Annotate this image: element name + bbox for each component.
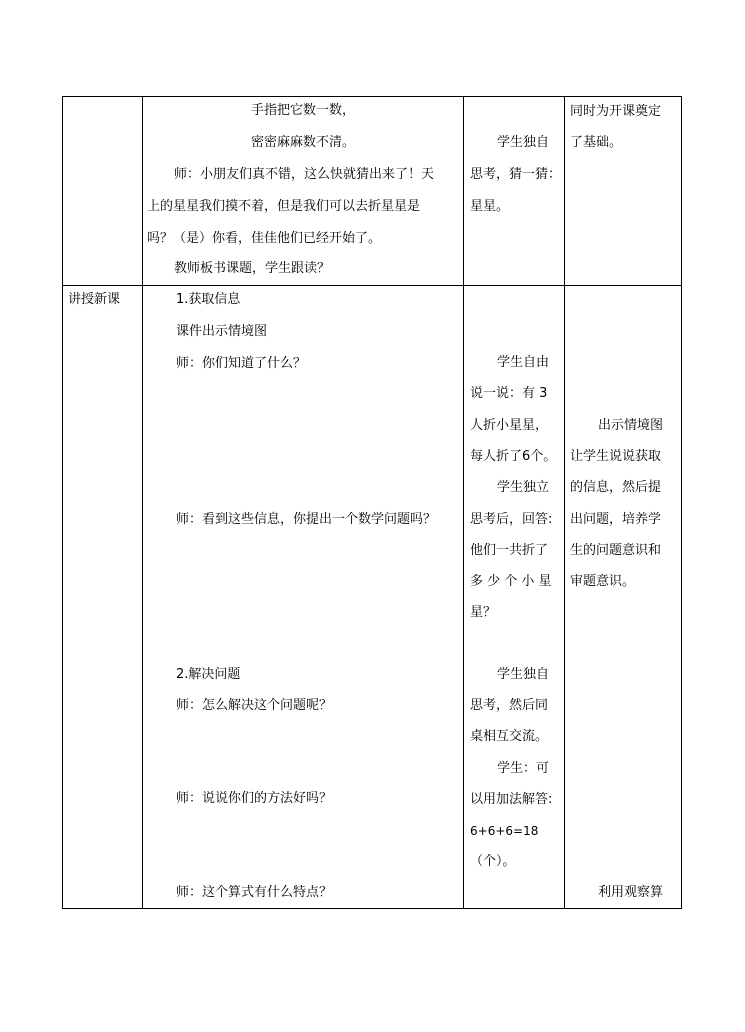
- table-border-left: [62, 96, 63, 909]
- intent-line: 同时为开课奠定: [570, 104, 662, 119]
- column-divider-3: [564, 96, 565, 909]
- student-line: 桌相互交流。: [470, 729, 549, 744]
- student-line: （个）。: [470, 854, 516, 869]
- table-border-bottom: [62, 908, 682, 909]
- teacher-line: 手指把它数一数，: [250, 103, 355, 118]
- student-line: 说一说：有 3: [470, 386, 548, 401]
- intent-line: 审题意识。: [570, 574, 636, 589]
- intent-line: 出问题，培养学: [570, 512, 662, 527]
- table-border-top: [62, 96, 682, 97]
- student-line: 思考，猜一猜：: [470, 167, 562, 182]
- student-line: 6+6+6=18: [470, 824, 539, 838]
- teacher-line: 师：说说你们的方法好吗？: [176, 791, 333, 806]
- student-line: 思考，然后同: [470, 698, 549, 713]
- student-line: 思考后，回答:: [470, 512, 553, 527]
- teacher-line: 密密麻麻数不清。: [250, 135, 355, 150]
- teacher-line: 师：这个算式有什么特点？: [176, 885, 333, 900]
- student-line: 学生自由: [497, 355, 550, 370]
- teacher-line: 师：看到这些信息，你提出一个数学问题吗？: [176, 512, 437, 527]
- student-line: 每人折了6个。: [470, 449, 557, 464]
- intent-line: 出示情境图: [598, 418, 664, 433]
- teacher-line: 师：你们知道了什么？: [176, 356, 307, 371]
- column-divider-2: [463, 96, 464, 909]
- student-line: 学生独立: [497, 480, 550, 495]
- teacher-line: 师：小朋友们真不错，这么快就猜出来了！天: [174, 167, 435, 182]
- column-divider-1: [142, 96, 143, 909]
- student-line: 学生独自: [497, 135, 550, 150]
- student-line: 多 少 个 小 星: [470, 574, 552, 589]
- intent-line: 生的问题意识和: [570, 543, 662, 558]
- row-divider: [62, 285, 682, 286]
- student-line: 学生：可: [497, 761, 550, 776]
- teacher-line: 上的星星我们摸不着，但是我们可以去折星星是: [147, 199, 421, 214]
- intent-line: 了基础。: [570, 135, 623, 150]
- intent-line: 利用观察算: [598, 885, 664, 900]
- teacher-line: 2.解决问题: [176, 667, 241, 682]
- student-line: 星星。: [470, 199, 510, 214]
- teacher-line: 1.获取信息: [176, 292, 241, 307]
- teacher-line: 师：怎么解决这个问题呢？: [176, 698, 333, 713]
- teacher-line: 吗？（是）你看，佳佳他们已经开始了。: [147, 231, 382, 246]
- student-line: 他们一共折了: [470, 543, 549, 558]
- stage-label: 讲授新课: [68, 292, 121, 307]
- intent-line: 让学生说说获取: [570, 449, 662, 464]
- student-line: 人折小星星，: [470, 418, 549, 433]
- student-line: 学生独自: [497, 667, 550, 682]
- table-border-right: [681, 96, 682, 909]
- student-line: 星？: [470, 605, 497, 620]
- teacher-line: 课件出示情境图: [176, 324, 268, 339]
- intent-line: 的信息，然后提: [570, 480, 662, 495]
- student-line: 以用加法解答:: [470, 792, 553, 807]
- teacher-line: 教师板书课题，学生跟读？: [174, 261, 331, 276]
